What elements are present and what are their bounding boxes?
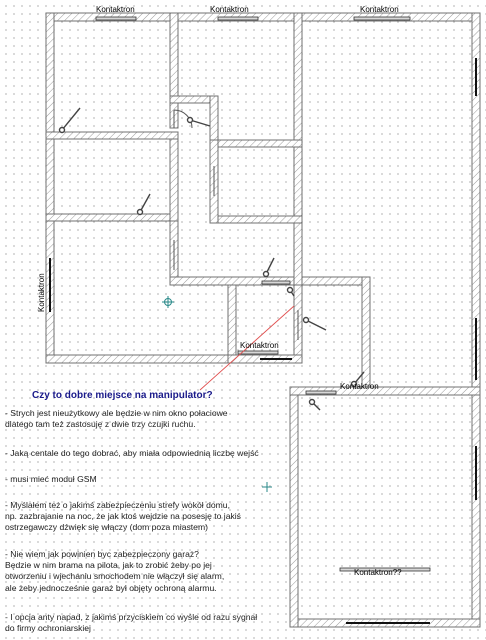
pir-4 [264,258,275,277]
sensor-4 [262,281,290,284]
manipulator-question: Czy to dobre miejsce na manipulator? [32,390,213,401]
pir-6 [288,288,295,297]
note-panic-button: - I opcja anty napad, z jakimś przyciskiem co wyśle od razu sygnał do firmy ochroniarskiej [5,612,258,634]
sensor-5 [306,391,336,394]
contactron-sensors [96,17,430,571]
pir-5 [304,318,327,331]
contactron-label: Kontaktron [240,341,279,350]
note-attic: - Strych jest nieużytkowy ale będzie w nim okno połaciowe dlatego tam też zastosuję z dwie trzy czujki ruchu. [5,408,228,430]
pir-2 [188,118,211,127]
wall-h4 [46,214,178,221]
crosshair-marker-1 [162,296,174,308]
sensor-2 [218,17,258,20]
pir-1 [60,108,81,133]
note-central-unit: - Jaką centale do tego dobrać, aby miała odpowiednią liczbę wejść [5,448,259,458]
pir-7 [310,400,321,411]
sensor-3 [354,17,410,20]
wall-v6 [228,285,236,363]
wall-h3 [210,216,302,223]
contactron-label: Kontaktron [360,5,399,14]
note-perimeter: - Myślałem też o jakimś zabezpieczeniu strefy wokół domu, np. zazbrajanie na noc, że jak ktoś wejdzie na posesję to jakiś ostrzegawczy dźwięk się włączy (dom poza miastem) [5,500,241,533]
contactron-label: Kontaktron?? [354,568,402,577]
contactron-label: Kontaktron [210,5,249,14]
wall-v8 [362,277,370,395]
wall-v4 [170,139,178,221]
wall-h1 [46,132,178,139]
sensor-1 [96,17,136,20]
note-garage: - Nie wiem jak powinien byc zabezpieczony garaż? Będzie w nim brama na pilota, jak to zrobić żeby po jej otworzeniu i wjechaniu smochodem nie włączył się alarm, ale żeby jednocześnie garaż był objęty ochroną alarmu. [5,549,225,593]
wall-hall-right [210,96,218,146]
inner-walls [46,13,480,395]
pir-3 [138,194,151,215]
wall-h6 [294,223,302,285]
note-gsm: - musi mieć moduł GSM [5,474,97,484]
wall-h2 [210,140,302,147]
sensor-6 [238,351,278,354]
wall-hall-top [170,96,216,103]
outer-walls [46,13,480,627]
wall-v2 [294,13,302,223]
contactron-label: Kontaktron [37,273,46,312]
contactron-label: Kontaktron [96,5,135,14]
contactron-label: Kontaktron [340,382,379,391]
